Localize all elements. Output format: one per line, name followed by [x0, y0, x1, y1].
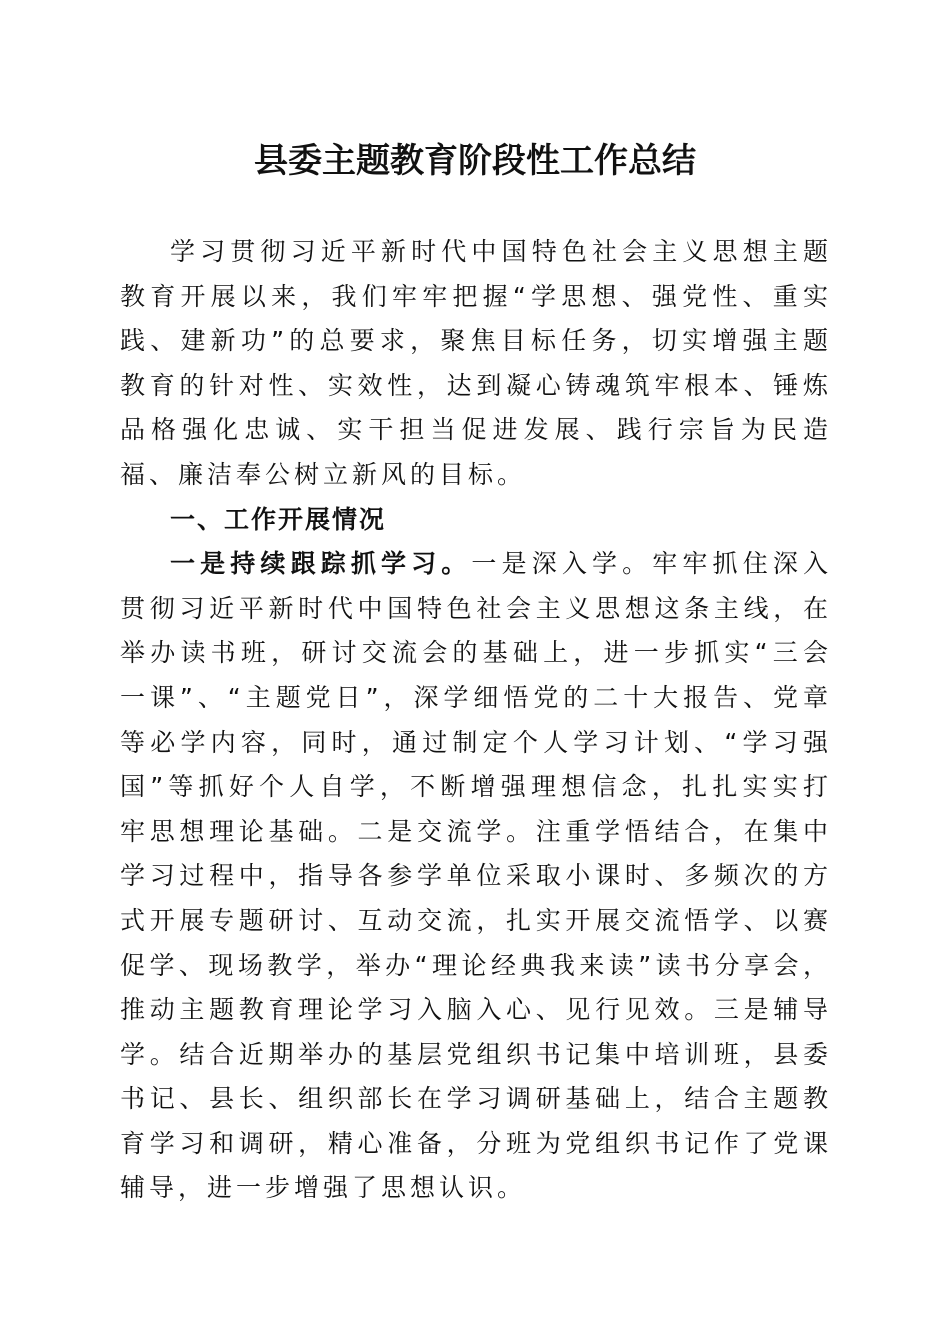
section-heading: 一、工作开展情况 [170, 504, 387, 534]
document-title: 县委主题教育阶段性工作总结 [254, 141, 696, 181]
section-paragraph [120, 542, 832, 1211]
intro-paragraph: 学习贯彻习近平新时代中国特色社会主义思想主题教育开展以来，我们牢牢把握“学思想、强党性、重实践、建新功”的总要求，聚焦目标任务，切实增强主题教育的针对性、实效性，达到凝心铸魂筑牢根本、锤炼品格强化忠诚、实干担当促进发展、践行宗旨为民造福、廉洁奉公树立新风的目标。 [120, 237, 832, 489]
paragraph-lead: 一是持续跟踪抓学习。 [170, 549, 472, 579]
document-body [120, 230, 832, 1211]
paragraph-body: 一是深入学。牢牢抓住深入贯彻习近平新时代中国特色社会主义思想这条主线，在举办读书班，研讨交流会的基础上，进一步抓实“三会一课”、“主题党日”，深学细悟党的二十大报告、党章等必学内容，同时，通过制定个人学习计划、“学习强国”等抓好个人自学，不断增强理想信念，扎扎实实打牢思想理论基础。二是交流学。注重学悟结合，在集中学习过程中，指导各参学单位采取小课时、多频次的方式开展专题研讨、互动交流，扎实开展交流悟学、以赛促学、现场教学，举办“理论经典我来读”读书分享会，推动主题教育理论学习入脑入心、见行见效。三是辅导学。结合近期举办的基层党组织书记集中培训班，县委书记、县长、组织部长在学习调研基础上，结合主题教育学习和调研，精心准备，分班为党组织书记作了党课辅导，进一步增强了思想认识。 [120, 549, 832, 1203]
